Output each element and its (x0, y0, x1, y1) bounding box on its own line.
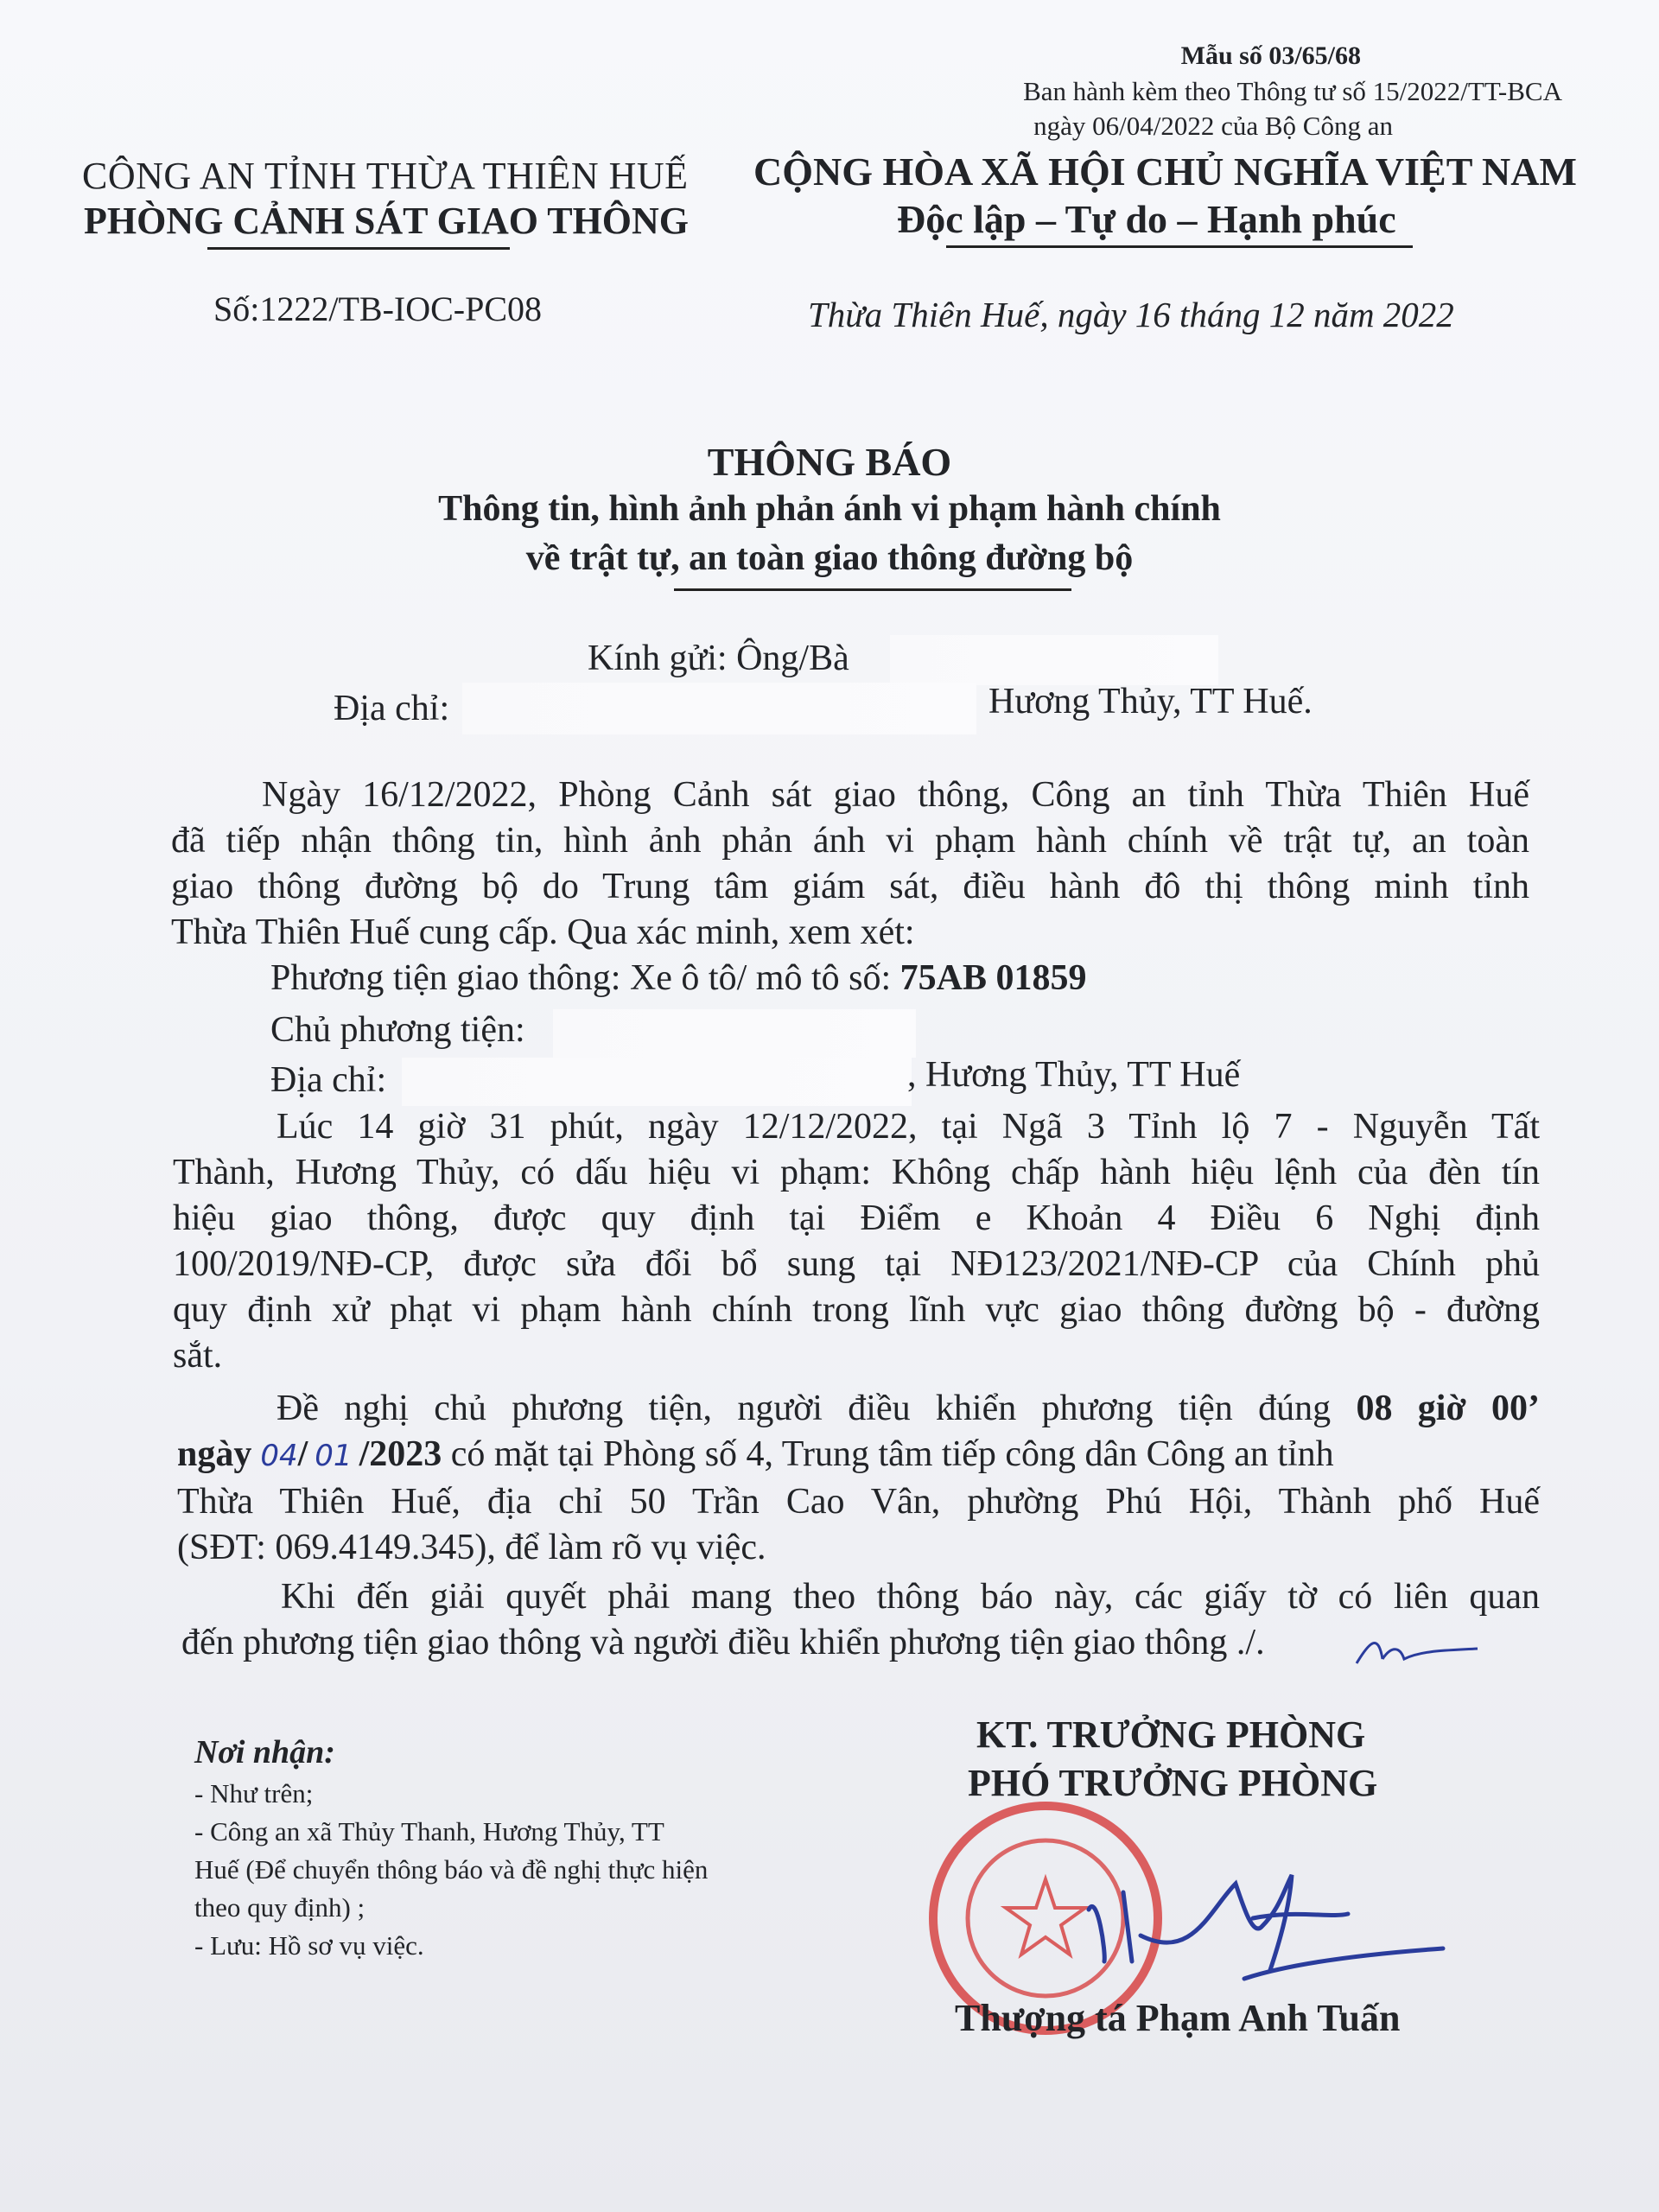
paragraph-2-line: sắt. (173, 1336, 223, 1376)
paragraph-3-text: có mặt tại Phòng số 4, Trung tâm tiếp công dân Công an tỉnh (442, 1434, 1334, 1474)
signature-title-2: PHÓ TRƯỞNG PHÒNG (968, 1762, 1378, 1804)
subtitle-underline (674, 588, 1071, 591)
appointment-year: /2023 (359, 1434, 442, 1474)
paragraph-2-line: 100/2019/NĐ-CP, được sửa đổi bổ sung tại NĐ123/2021/NĐ-CP của Chính phủ (173, 1244, 1540, 1284)
recipient-address-value: Hương Thủy, TT Huế. (988, 682, 1313, 721)
agency-underline (207, 247, 510, 250)
paragraph-3-line: ngày 04/ 01 /2023 có mặt tại Phòng số 4, Trung tâm tiếp công dân Công an tỉnh (177, 1434, 1334, 1474)
form-reference-1: Ban hành kèm theo Thông tư số 15/2022/TT-BCA (1023, 76, 1562, 106)
paragraph-2-line: Thành, Hương Thủy, có dấu hiệu vi phạm: Không chấp hành hiệu lệnh của đèn tín (173, 1153, 1540, 1192)
agency-parent: CÔNG AN TỈNH THỪA THIÊN HUẾ (82, 155, 689, 197)
agency-name: PHÒNG CẢNH SÁT GIAO THÔNG (84, 200, 690, 242)
paragraph-2 (173, 1104, 1540, 1379)
appointment-time: 08 giờ 00’ (1356, 1389, 1540, 1428)
paragraph-3-line (177, 1386, 1540, 1432)
paragraph-2-line: quy định xử phạt vi phạm hành chính trong lĩnh vực giao thông đường bộ - đường (173, 1290, 1540, 1330)
republic-name: CỘNG HÒA XÃ HỘI CHỦ NGHĨA VIỆT NAM (753, 149, 1577, 194)
place-date: Thừa Thiên Huế, ngày 16 tháng 12 năm 2022 (808, 295, 1454, 334)
paragraph-3-line: Thừa Thiên Huế, địa chỉ 50 Trần Cao Vân, phường Phú Hội, Thành phố Huế (177, 1482, 1540, 1522)
owner-address-value: , Hương Thủy, TT Huế (907, 1055, 1241, 1095)
paragraph-1-line: đã tiếp nhận thông tin, hình ảnh phản ánh vi phạm hành chính về trật tự, an toàn (171, 821, 1529, 861)
vehicle-label: Phương tiện giao thông: Xe ô tô/ mô tô số: (270, 958, 900, 998)
paragraph-2-line: hiệu giao thông, được quy định tại Điểm e Khoản 4 Điều 6 Nghị định (173, 1198, 1540, 1238)
paragraph-4-line: Khi đến giải quyết phải mang theo thông báo này, các giấy tờ có liên quan (281, 1577, 1540, 1617)
paragraph-1-line: giao thông đường bộ do Trung tâm giám sát, điều hành đô thị thông minh tỉnh (171, 867, 1529, 906)
recipient-address-label: Địa chỉ: (334, 689, 450, 728)
signature-icon (1071, 1858, 1469, 2005)
document-subtitle-2: về trật tự, an toàn giao thông đường bộ (525, 538, 1134, 578)
recipient-item: - Lưu: Hồ sơ vụ việc. (194, 1930, 424, 1961)
document-number: Số:1222/TB-IOC-PC08 (213, 289, 543, 328)
vehicle-plate: 75AB 01859 (899, 958, 1087, 998)
appointment-day-label: ngày (177, 1434, 252, 1474)
redacted-owner (553, 1009, 916, 1058)
initial-mark-icon (1352, 1624, 1482, 1676)
paragraph-1 (171, 772, 1529, 956)
paragraph-4 (181, 1574, 1540, 1666)
owner-address-label: Địa chỉ: (270, 1060, 387, 1100)
redacted-owner-address (402, 1058, 912, 1106)
form-number: Mẫu số 03/65/68 (1180, 41, 1361, 70)
national-motto: Độc lập – Tự do – Hạnh phúc (897, 197, 1396, 241)
owner-label: Chủ phương tiện: (270, 1010, 525, 1050)
paragraph-4-line: đến phương tiện giao thông và người điều khiển phương tiện giao thông ./. (181, 1623, 1265, 1662)
vehicle-line (270, 956, 1086, 1001)
paragraph-1-line: Ngày 16/12/2022, Phòng Cảnh sát giao thông, Công an tỉnh Thừa Thiên Huế (262, 775, 1529, 815)
recipients-title: Nơi nhận: (194, 1734, 335, 1770)
handwritten-month: 01 (315, 1439, 353, 1473)
recipient-item: theo quy định) ; (194, 1892, 365, 1923)
recipients-list (194, 1775, 708, 1965)
recipient-greeting: Kính gửi: Ông/Bà (588, 639, 849, 678)
document-title: THÔNG BÁO (707, 440, 952, 484)
signature-title-1: KT. TRƯỞNG PHÒNG (976, 1713, 1366, 1756)
recipient-item: Huế (Để chuyển thông báo và đề nghị thực hiện (194, 1854, 709, 1885)
paragraph-3-text: Đề nghị chủ phương tiện, người điều khiển phương tiện đúng (276, 1389, 1357, 1428)
redacted-name (890, 635, 1218, 685)
form-reference-2: ngày 06/04/2022 của Bộ Công an (1033, 111, 1393, 141)
recipient-item: - Công an xã Thủy Thanh, Hương Thủy, TT (194, 1816, 664, 1847)
signer-name: Thượng tá Phạm Anh Tuấn (955, 1997, 1401, 2039)
paragraph-1-line: Thừa Thiên Huế cung cấp. Qua xác minh, xem xét: (171, 912, 915, 952)
handwritten-day: 04 (260, 1439, 298, 1473)
paragraph-3-line: (SĐT: 069.4149.345), để làm rõ vụ việc. (177, 1528, 766, 1567)
paragraph-2-line: Lúc 14 giờ 31 phút, ngày 12/12/2022, tại Ngã 3 Tỉnh lộ 7 - Nguyễn Tất (276, 1107, 1540, 1147)
paragraph-3 (177, 1386, 1540, 1571)
motto-underline (946, 245, 1413, 248)
redacted-address (462, 683, 976, 734)
recipient-item: - Như trên; (194, 1778, 314, 1808)
document-subtitle-1: Thông tin, hình ảnh phản ánh vi phạm hành chính (438, 489, 1221, 529)
